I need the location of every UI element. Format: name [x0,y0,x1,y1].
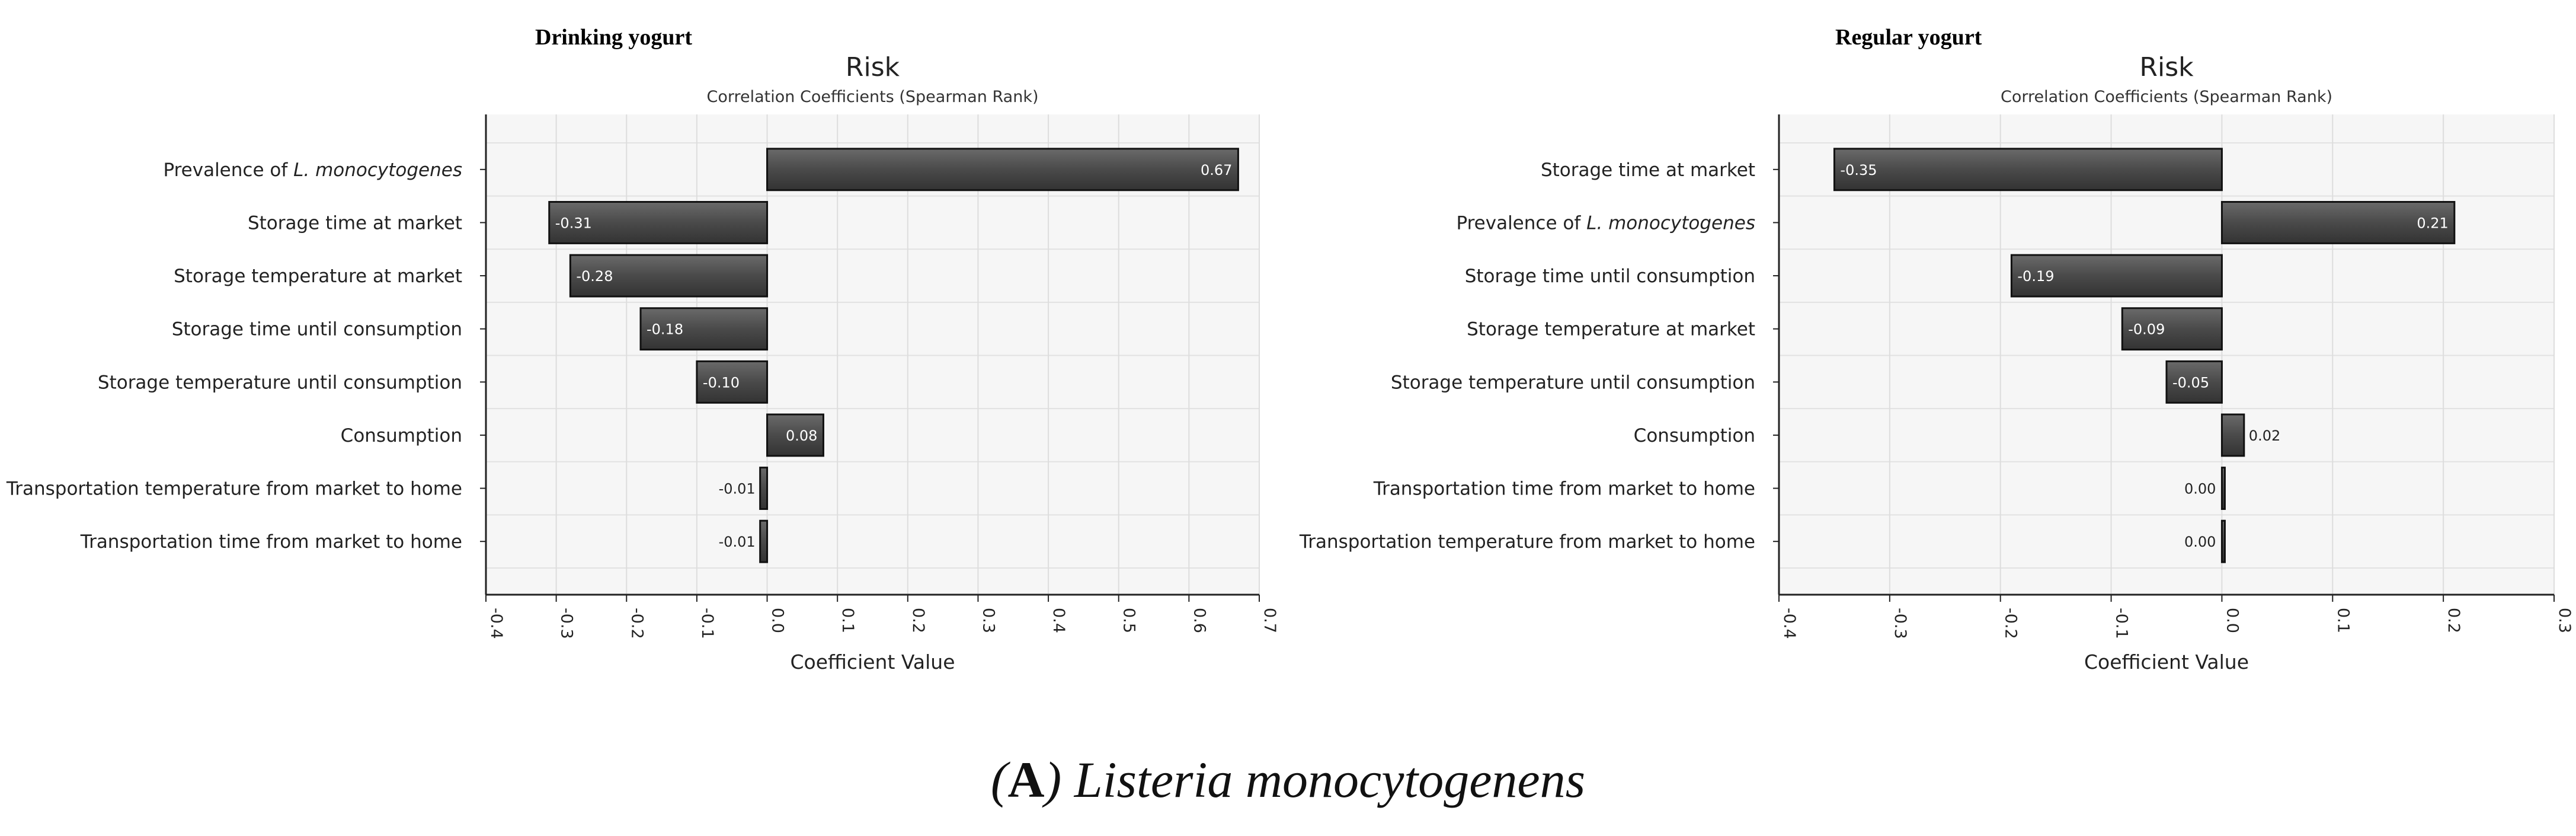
panel-heading: Regular yogurt [1835,25,1982,50]
category-label-italic: L. monocytogenes [293,159,462,181]
caption-open-paren: ( [990,751,1008,808]
x-tick-label: -0.4 [1780,608,1799,639]
x-tick-label: 0.6 [1190,608,1209,633]
bar-value-label: -0.28 [576,268,613,285]
bar-value-label: 0.21 [2417,215,2449,232]
bar-value-label: -0.05 [2172,374,2210,391]
category-label-text: Storage temperature at market [174,266,462,288]
bar-value-label: -0.19 [2017,268,2055,285]
bar-value-label: 0.00 [2184,534,2216,551]
category-label [1634,425,1755,446]
category-label [1391,372,1755,393]
chart-subtitle: Correlation Coefficients (Spearman Rank) [2001,88,2332,106]
category-label-text: Transportation time from market to home [1373,478,1755,500]
category-label [172,319,462,340]
category-label-text: Storage time at market [1540,159,1755,181]
bar [2222,521,2225,562]
bar [1834,149,2222,190]
x-tick-label: -0.1 [2112,608,2131,639]
caption-close-paren: ) [1044,751,1062,808]
x-tick-label: -0.1 [697,608,716,639]
bar-value-label: -0.35 [1840,161,1877,178]
chart-panel-drinking-yogurt [6,25,1279,674]
x-tick-label: 0.7 [1260,608,1279,633]
x-tick-label: -0.3 [1890,608,1909,639]
category-label [1299,531,1755,553]
bar-value-label: -0.31 [555,215,592,232]
x-tick-label: 0.1 [839,608,857,633]
bar-value-label: 0.02 [2248,427,2281,444]
category-label-italic: L. monocytogenes [1586,212,1755,234]
chart-subtitle: Correlation Coefficients (Spearman Rank) [706,88,1039,106]
x-axis-title: Coefficient Value [790,650,955,674]
x-tick-label: -0.2 [628,608,647,639]
x-tick-label: 0.0 [768,608,787,633]
category-label [1465,266,1755,287]
bar-value-label: -0.18 [647,321,684,338]
category-label [6,478,462,500]
category-label [1467,319,1755,340]
bar-value-label: -0.01 [718,534,756,551]
bar-value-label: 0.67 [1200,161,1233,178]
x-tick-label: -0.2 [2001,608,2020,639]
chart-panel-regular-yogurt [1299,25,2574,674]
category-label-text: Transportation temperature from market to home [6,478,462,500]
x-tick-label: 0.4 [1049,608,1068,633]
x-tick-label: 0.5 [1119,608,1138,633]
x-tick-label: 0.0 [2223,608,2242,633]
bar [760,468,767,509]
category-label-text: Prevalence of [163,159,294,181]
category-label [1456,212,1755,234]
bar [2222,468,2225,509]
bar-value-label: 0.08 [786,427,818,444]
category-label-text: Consumption [1633,425,1755,446]
category-label-text: Storage time until consumption [171,318,462,340]
bar-value-label: -0.09 [2128,321,2165,338]
figure-caption [0,750,2576,809]
bar [760,521,767,562]
category-label-text: Transportation temperature from market to home [1299,531,1755,553]
category-label [1541,159,1755,181]
x-axis-title: Coefficient Value [2084,650,2249,674]
bar-value-label: 0.00 [2184,480,2216,497]
x-tick-label: 0.3 [979,608,998,633]
category-label [248,212,462,234]
category-label [1373,478,1755,500]
x-tick-label: 0.2 [2444,608,2463,633]
category-label-text: Consumption [340,425,462,446]
x-tick-label: 0.1 [2334,608,2353,633]
x-tick-label: -0.3 [557,608,576,639]
chart-title: Risk [2139,52,2194,82]
panel-heading: Drinking yogurt [535,25,692,50]
bar [767,149,1239,190]
category-label [341,425,462,446]
category-label [174,266,462,287]
bar-value-label: -0.10 [702,374,740,391]
chart-title: Risk [845,52,900,82]
category-label-text: Transportation time from market to home [80,531,462,553]
x-tick-label: -0.4 [487,608,505,639]
x-tick-label: 0.3 [2555,608,2574,633]
caption-text: Listeria monocytogenens [1074,751,1586,808]
bar [2222,414,2244,456]
x-tick-label: 0.2 [908,608,927,633]
category-label [163,159,462,181]
bar-value-label: -0.01 [718,480,756,497]
category-label-text: Storage temperature at market [1467,318,1755,340]
caption-letter: A [1007,751,1045,808]
category-label-text: Storage time until consumption [1464,266,1755,288]
category-label-text: Storage temperature until consumption [1390,372,1755,394]
category-label-text: Storage temperature until consumption [97,372,462,394]
category-label [80,531,462,553]
category-label [98,372,462,393]
category-label-text: Storage time at market [247,212,462,234]
category-label-text: Prevalence of [1456,212,1587,234]
